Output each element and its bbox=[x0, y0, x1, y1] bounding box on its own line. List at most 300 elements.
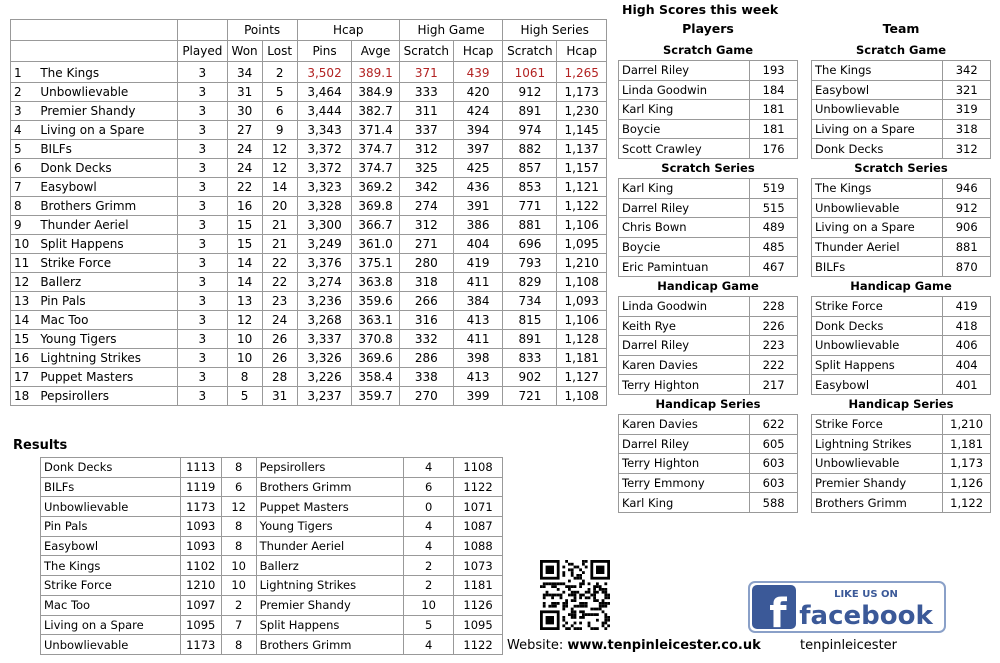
league-won: 10 bbox=[227, 330, 262, 349]
player-name: Karen Davies bbox=[619, 355, 750, 375]
player-name: Karl King bbox=[619, 178, 750, 198]
player-name: Linda Goodwin bbox=[619, 80, 750, 100]
player-section-table bbox=[618, 296, 798, 395]
team-score-row bbox=[812, 218, 991, 238]
player-score: 176 bbox=[750, 139, 798, 159]
facebook-banner[interactable] bbox=[748, 581, 946, 633]
result-away-points: 10 bbox=[404, 595, 454, 615]
player-score: 467 bbox=[750, 257, 798, 277]
result-away-score: 1088 bbox=[454, 536, 503, 556]
team-score-row bbox=[812, 414, 991, 434]
league-table bbox=[10, 19, 607, 406]
result-away-score: 1126 bbox=[454, 595, 503, 615]
col-hg-scratch: Scratch bbox=[399, 41, 453, 62]
league-lost: 9 bbox=[262, 121, 297, 140]
league-team-name: Mac Too bbox=[37, 311, 177, 330]
league-avge: 370.8 bbox=[352, 330, 399, 349]
league-hs-scratch: 734 bbox=[503, 292, 557, 311]
league-position: 17 bbox=[11, 368, 38, 387]
league-avge: 369.2 bbox=[352, 178, 399, 197]
player-score: 588 bbox=[750, 493, 798, 513]
league-hg-scratch: 318 bbox=[399, 273, 453, 292]
league-hs-scratch: 815 bbox=[503, 311, 557, 330]
league-position: 8 bbox=[11, 197, 38, 216]
blank-header bbox=[11, 20, 178, 41]
results-title: Results bbox=[13, 438, 68, 453]
result-row bbox=[41, 517, 503, 537]
player-score-row bbox=[619, 198, 798, 218]
player-score-row bbox=[619, 316, 798, 336]
results-table bbox=[40, 457, 503, 655]
team-score: 419 bbox=[943, 296, 991, 316]
result-away-score: 1181 bbox=[454, 576, 503, 596]
league-row bbox=[11, 197, 607, 216]
team-name: Brothers Grimm bbox=[812, 493, 943, 513]
team-section-title: Handicap Game bbox=[850, 278, 952, 293]
league-team-name: Lightning Strikes bbox=[37, 349, 177, 368]
team-name: Lightning Strikes bbox=[812, 434, 943, 454]
league-avge: 366.7 bbox=[352, 216, 399, 235]
league-hs-hcap: 1,127 bbox=[557, 368, 607, 387]
league-avge: 363.8 bbox=[352, 273, 399, 292]
result-home-points: 8 bbox=[221, 517, 256, 537]
league-played: 3 bbox=[178, 273, 228, 292]
result-away-score: 1087 bbox=[454, 517, 503, 537]
result-row bbox=[41, 477, 503, 497]
league-position: 5 bbox=[11, 140, 38, 159]
result-away-team: Puppet Masters bbox=[256, 497, 404, 517]
league-row bbox=[11, 235, 607, 254]
result-away-team: Brothers Grimm bbox=[256, 635, 404, 655]
team-score-row bbox=[812, 61, 991, 81]
league-hg-scratch: 312 bbox=[399, 140, 453, 159]
league-avge: 389.1 bbox=[352, 62, 399, 83]
league-won: 24 bbox=[227, 159, 262, 178]
team-score: 404 bbox=[943, 355, 991, 375]
team-name: Strike Force bbox=[812, 414, 943, 434]
result-home-team: Easybowl bbox=[41, 536, 181, 556]
league-played: 3 bbox=[178, 178, 228, 197]
team-name: The Kings bbox=[812, 178, 943, 198]
team-name: Thunder Aeriel bbox=[812, 237, 943, 257]
player-score: 184 bbox=[750, 80, 798, 100]
player-score: 222 bbox=[750, 355, 798, 375]
col-lost: Lost bbox=[262, 41, 297, 62]
league-row bbox=[11, 311, 607, 330]
league-hs-scratch: 891 bbox=[503, 330, 557, 349]
team-score-row bbox=[812, 296, 991, 316]
result-away-points: 5 bbox=[404, 615, 454, 635]
col-hg-hcap: Hcap bbox=[453, 41, 503, 62]
league-pins: 3,237 bbox=[297, 387, 352, 406]
league-group-header-row bbox=[11, 20, 607, 41]
league-hg-scratch: 274 bbox=[399, 197, 453, 216]
league-won: 14 bbox=[227, 273, 262, 292]
league-won: 22 bbox=[227, 178, 262, 197]
results-body bbox=[41, 458, 503, 655]
result-row bbox=[41, 635, 503, 655]
player-score-row bbox=[619, 178, 798, 198]
col-played: Played bbox=[178, 41, 228, 62]
league-avge: 363.1 bbox=[352, 311, 399, 330]
blank-header bbox=[11, 41, 178, 62]
result-away-score: 1122 bbox=[454, 635, 503, 655]
league-hg-scratch: 333 bbox=[399, 83, 453, 102]
team-name: Split Happens bbox=[812, 355, 943, 375]
result-away-points: 4 bbox=[404, 458, 454, 478]
player-score: 228 bbox=[750, 296, 798, 316]
league-team-name: Strike Force bbox=[37, 254, 177, 273]
league-played: 3 bbox=[178, 216, 228, 235]
facebook-banner-top: LIKE US ON bbox=[834, 589, 898, 600]
league-column-header-row bbox=[11, 41, 607, 62]
league-hg-hcap: 404 bbox=[453, 235, 503, 254]
team-score-row bbox=[812, 237, 991, 257]
league-played: 3 bbox=[178, 235, 228, 254]
player-score: 515 bbox=[750, 198, 798, 218]
league-won: 27 bbox=[227, 121, 262, 140]
player-score-row bbox=[619, 139, 798, 159]
league-avge: 369.6 bbox=[352, 349, 399, 368]
blank-header bbox=[178, 20, 228, 41]
players-title: Players bbox=[682, 21, 734, 36]
league-position: 6 bbox=[11, 159, 38, 178]
result-away-score: 1122 bbox=[454, 477, 503, 497]
player-score-row bbox=[619, 434, 798, 454]
league-hs-hcap: 1,210 bbox=[557, 254, 607, 273]
league-hg-hcap: 425 bbox=[453, 159, 503, 178]
player-score-row bbox=[619, 454, 798, 474]
league-team-name: Split Happens bbox=[37, 235, 177, 254]
player-score-row bbox=[619, 414, 798, 434]
league-position: 16 bbox=[11, 349, 38, 368]
league-position: 9 bbox=[11, 216, 38, 235]
result-home-points: 8 bbox=[221, 635, 256, 655]
result-away-points: 6 bbox=[404, 477, 454, 497]
result-home-points: 10 bbox=[221, 556, 256, 576]
player-name: Boycie bbox=[619, 237, 750, 257]
player-score-row bbox=[619, 375, 798, 395]
league-hs-scratch: 721 bbox=[503, 387, 557, 406]
league-team-name: Young Tigers bbox=[37, 330, 177, 349]
league-team-name: Pin Pals bbox=[37, 292, 177, 311]
league-lost: 26 bbox=[262, 330, 297, 349]
league-hg-scratch: 271 bbox=[399, 235, 453, 254]
league-row bbox=[11, 330, 607, 349]
league-pins: 3,343 bbox=[297, 121, 352, 140]
league-avge: 384.9 bbox=[352, 83, 399, 102]
team-score: 1,122 bbox=[943, 493, 991, 513]
player-score-row bbox=[619, 61, 798, 81]
result-row bbox=[41, 556, 503, 576]
svg-text:f: f bbox=[769, 591, 787, 633]
result-home-team: Pin Pals bbox=[41, 517, 181, 537]
league-avge: 382.7 bbox=[352, 102, 399, 121]
league-lost: 31 bbox=[262, 387, 297, 406]
team-section-title: Scratch Game bbox=[855, 43, 947, 57]
league-hg-scratch: 311 bbox=[399, 102, 453, 121]
league-won: 24 bbox=[227, 140, 262, 159]
team-score: 1,210 bbox=[943, 414, 991, 434]
result-away-points: 4 bbox=[404, 536, 454, 556]
league-hg-hcap: 384 bbox=[453, 292, 503, 311]
league-played: 3 bbox=[178, 387, 228, 406]
result-home-points: 6 bbox=[221, 477, 256, 497]
result-home-team: Mac Too bbox=[41, 595, 181, 615]
league-position: 13 bbox=[11, 292, 38, 311]
result-away-team: Premier Shandy bbox=[256, 595, 404, 615]
league-team-name: Brothers Grimm bbox=[37, 197, 177, 216]
result-home-score: 1113 bbox=[180, 458, 221, 478]
result-away-score: 1108 bbox=[454, 458, 503, 478]
league-avge: 358.4 bbox=[352, 368, 399, 387]
league-hs-hcap: 1,095 bbox=[557, 235, 607, 254]
team-score-row bbox=[812, 316, 991, 336]
league-won: 8 bbox=[227, 368, 262, 387]
team-section-table bbox=[811, 178, 991, 277]
team-name: Donk Decks bbox=[812, 139, 943, 159]
league-hs-hcap: 1,265 bbox=[557, 62, 607, 83]
league-pins: 3,226 bbox=[297, 368, 352, 387]
league-hg-hcap: 420 bbox=[453, 83, 503, 102]
team-score: 946 bbox=[943, 178, 991, 198]
player-name: Darrel Riley bbox=[619, 336, 750, 356]
league-avge: 374.7 bbox=[352, 140, 399, 159]
league-lost: 22 bbox=[262, 273, 297, 292]
league-won: 34 bbox=[227, 62, 262, 83]
facebook-handle[interactable]: tenpinleicester bbox=[800, 638, 898, 653]
league-hg-hcap: 399 bbox=[453, 387, 503, 406]
player-score-row bbox=[619, 493, 798, 513]
col-hs-hcap: Hcap bbox=[557, 41, 607, 62]
league-lost: 5 bbox=[262, 83, 297, 102]
league-lost: 12 bbox=[262, 159, 297, 178]
league-played: 3 bbox=[178, 197, 228, 216]
league-hg-hcap: 439 bbox=[453, 62, 503, 83]
league-hg-scratch: 312 bbox=[399, 216, 453, 235]
player-name: Terry Highton bbox=[619, 454, 750, 474]
league-hs-scratch: 974 bbox=[503, 121, 557, 140]
result-away-points: 0 bbox=[404, 497, 454, 517]
player-name: Boycie bbox=[619, 119, 750, 139]
team-score-row bbox=[812, 434, 991, 454]
team-score: 418 bbox=[943, 316, 991, 336]
player-section-title: Handicap Series bbox=[655, 396, 761, 411]
team-score: 321 bbox=[943, 80, 991, 100]
league-pins: 3,268 bbox=[297, 311, 352, 330]
league-hs-hcap: 1,137 bbox=[557, 140, 607, 159]
result-away-team: Split Happens bbox=[256, 615, 404, 635]
player-score-row bbox=[619, 257, 798, 277]
team-name: Donk Decks bbox=[812, 316, 943, 336]
league-pins: 3,274 bbox=[297, 273, 352, 292]
high-series-group-header: High Series bbox=[503, 20, 607, 41]
league-won: 16 bbox=[227, 197, 262, 216]
player-section-title: Scratch Game bbox=[662, 43, 754, 57]
league-team-name: Thunder Aeriel bbox=[37, 216, 177, 235]
league-hg-scratch: 338 bbox=[399, 368, 453, 387]
league-played: 3 bbox=[178, 292, 228, 311]
result-home-score: 1173 bbox=[180, 635, 221, 655]
website-line bbox=[507, 638, 761, 653]
league-hg-hcap: 424 bbox=[453, 102, 503, 121]
team-score: 401 bbox=[943, 375, 991, 395]
team-name: The Kings bbox=[812, 61, 943, 81]
player-score: 181 bbox=[750, 119, 798, 139]
league-lost: 14 bbox=[262, 178, 297, 197]
league-position: 11 bbox=[11, 254, 38, 273]
league-pins: 3,376 bbox=[297, 254, 352, 273]
league-row bbox=[11, 62, 607, 83]
result-row bbox=[41, 576, 503, 596]
player-name: Terry Highton bbox=[619, 375, 750, 395]
player-score-row bbox=[619, 336, 798, 356]
website-label: Website: bbox=[507, 638, 564, 653]
league-avge: 375.1 bbox=[352, 254, 399, 273]
result-home-team: Unbowlievable bbox=[41, 497, 181, 517]
player-score-row bbox=[619, 473, 798, 493]
col-pins: Pins bbox=[297, 41, 352, 62]
result-away-score: 1073 bbox=[454, 556, 503, 576]
team-score-row bbox=[812, 139, 991, 159]
league-played: 3 bbox=[178, 62, 228, 83]
team-section-table bbox=[811, 414, 991, 513]
result-home-score: 1093 bbox=[180, 517, 221, 537]
league-row bbox=[11, 292, 607, 311]
players-high-scores bbox=[618, 41, 798, 513]
team-score: 906 bbox=[943, 218, 991, 238]
league-hg-hcap: 411 bbox=[453, 330, 503, 349]
team-name: Living on a Spare bbox=[812, 119, 943, 139]
league-lost: 12 bbox=[262, 140, 297, 159]
team-name: Unbowlievable bbox=[812, 336, 943, 356]
team-score: 881 bbox=[943, 237, 991, 257]
result-away-team: Thunder Aeriel bbox=[256, 536, 404, 556]
league-hg-scratch: 332 bbox=[399, 330, 453, 349]
league-hg-scratch: 270 bbox=[399, 387, 453, 406]
result-home-points: 12 bbox=[221, 497, 256, 517]
league-pins: 3,328 bbox=[297, 197, 352, 216]
facebook-banner-word: facebook bbox=[799, 601, 933, 631]
player-name: Karl King bbox=[619, 493, 750, 513]
league-pins: 3,464 bbox=[297, 83, 352, 102]
result-away-points: 4 bbox=[404, 635, 454, 655]
league-hg-scratch: 286 bbox=[399, 349, 453, 368]
team-name: Living on a Spare bbox=[812, 218, 943, 238]
league-avge: 359.7 bbox=[352, 387, 399, 406]
league-won: 14 bbox=[227, 254, 262, 273]
league-hg-scratch: 280 bbox=[399, 254, 453, 273]
league-won: 15 bbox=[227, 216, 262, 235]
league-avge: 374.7 bbox=[352, 159, 399, 178]
league-played: 3 bbox=[178, 368, 228, 387]
player-score: 223 bbox=[750, 336, 798, 356]
result-away-team: Young Tigers bbox=[256, 517, 404, 537]
player-score: 226 bbox=[750, 316, 798, 336]
league-won: 10 bbox=[227, 349, 262, 368]
league-row bbox=[11, 121, 607, 140]
league-position: 15 bbox=[11, 330, 38, 349]
player-name: Karl King bbox=[619, 100, 750, 120]
player-name: Karen Davies bbox=[619, 414, 750, 434]
result-home-team: BILFs bbox=[41, 477, 181, 497]
team-section-table bbox=[811, 296, 991, 395]
league-hs-hcap: 1,108 bbox=[557, 387, 607, 406]
result-home-team: Unbowlievable bbox=[41, 635, 181, 655]
league-position: 14 bbox=[11, 311, 38, 330]
player-score-row bbox=[619, 355, 798, 375]
league-hs-scratch: 793 bbox=[503, 254, 557, 273]
league-hg-scratch: 325 bbox=[399, 159, 453, 178]
player-section-title: Scratch Series bbox=[661, 160, 755, 175]
team-name: Premier Shandy bbox=[812, 473, 943, 493]
league-hg-hcap: 397 bbox=[453, 140, 503, 159]
league-hg-hcap: 391 bbox=[453, 197, 503, 216]
league-hs-scratch: 696 bbox=[503, 235, 557, 254]
website-link[interactable]: www.tenpinleicester.co.uk bbox=[567, 638, 761, 653]
player-score: 193 bbox=[750, 61, 798, 81]
league-hs-hcap: 1,181 bbox=[557, 349, 607, 368]
player-score: 485 bbox=[750, 237, 798, 257]
league-played: 3 bbox=[178, 349, 228, 368]
league-position: 4 bbox=[11, 121, 38, 140]
league-row bbox=[11, 216, 607, 235]
team-score: 1,181 bbox=[943, 434, 991, 454]
league-avge: 359.6 bbox=[352, 292, 399, 311]
player-name: Eric Pamintuan bbox=[619, 257, 750, 277]
team-score-row bbox=[812, 493, 991, 513]
league-position: 18 bbox=[11, 387, 38, 406]
team-score-row bbox=[812, 80, 991, 100]
team-score: 870 bbox=[943, 257, 991, 277]
league-lost: 21 bbox=[262, 216, 297, 235]
league-hs-scratch: 881 bbox=[503, 216, 557, 235]
result-row bbox=[41, 497, 503, 517]
league-position: 12 bbox=[11, 273, 38, 292]
player-name: Terry Emmony bbox=[619, 473, 750, 493]
team-name: Unbowlievable bbox=[812, 100, 943, 120]
league-won: 31 bbox=[227, 83, 262, 102]
team-score-row bbox=[812, 257, 991, 277]
team-score-row bbox=[812, 100, 991, 120]
league-hs-scratch: 891 bbox=[503, 102, 557, 121]
league-row bbox=[11, 349, 607, 368]
result-row bbox=[41, 536, 503, 556]
league-played: 3 bbox=[178, 254, 228, 273]
result-home-score: 1119 bbox=[180, 477, 221, 497]
league-hs-hcap: 1,121 bbox=[557, 178, 607, 197]
player-score: 622 bbox=[750, 414, 798, 434]
league-won: 5 bbox=[227, 387, 262, 406]
league-pins: 3,249 bbox=[297, 235, 352, 254]
league-row bbox=[11, 273, 607, 292]
player-score-row bbox=[619, 119, 798, 139]
league-hg-hcap: 436 bbox=[453, 178, 503, 197]
player-score-row bbox=[619, 237, 798, 257]
result-home-score: 1093 bbox=[180, 536, 221, 556]
col-hs-scratch: Scratch bbox=[503, 41, 557, 62]
league-hs-hcap: 1,173 bbox=[557, 83, 607, 102]
result-home-points: 8 bbox=[221, 458, 256, 478]
league-hg-hcap: 398 bbox=[453, 349, 503, 368]
league-team-name: BILFs bbox=[37, 140, 177, 159]
team-score-row bbox=[812, 198, 991, 218]
team-score: 312 bbox=[943, 139, 991, 159]
points-group-header: Points bbox=[227, 20, 297, 41]
player-score: 603 bbox=[750, 454, 798, 474]
league-lost: 21 bbox=[262, 235, 297, 254]
league-team-name: Premier Shandy bbox=[37, 102, 177, 121]
